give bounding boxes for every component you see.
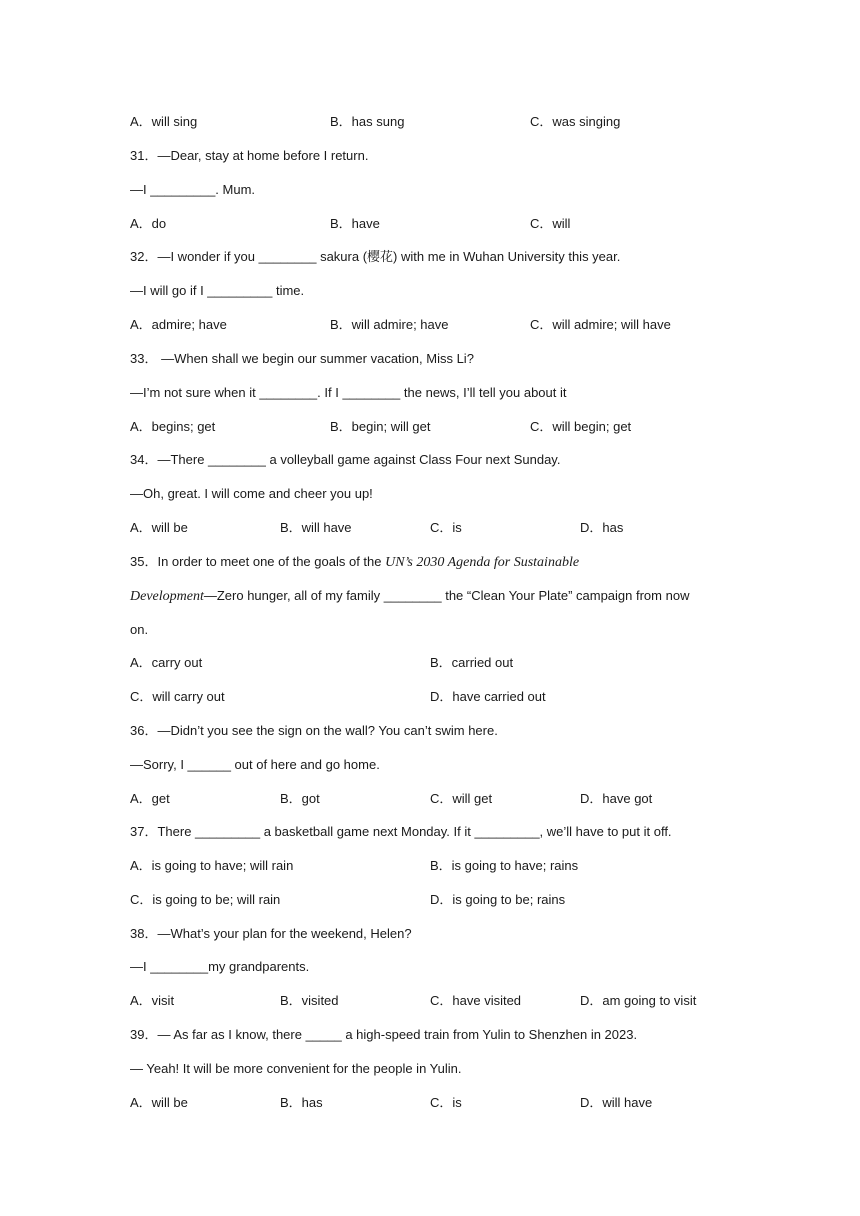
q32-reply: —I will go if I _________ time. xyxy=(130,283,305,298)
q38-stem: 38．—What’s your plan for the weekend, Helen? xyxy=(130,926,412,941)
q34-option-d: D．has xyxy=(580,520,624,535)
q33-option-b: B．begin; will get xyxy=(330,419,431,434)
q35-stem-line3: on. xyxy=(130,622,149,637)
q39-option-c: C．is xyxy=(430,1095,462,1110)
q35-stem-line1 xyxy=(130,553,579,572)
q32-option-b: B．will admire; have xyxy=(330,317,449,332)
q31-option-a: A．do xyxy=(130,216,167,231)
q34-stem: 34．—There ________ a volleyball game against Class Four next Sunday. xyxy=(130,452,561,467)
q30-option-c: C．was singing xyxy=(530,114,621,129)
q32-stem: 32．—I wonder if you ________ sakura (樱花) with me in Wuhan University this year. xyxy=(130,249,621,264)
q31-option-c: C．will xyxy=(530,216,571,231)
q37-option-c: C．is going to be; will rain xyxy=(130,892,281,907)
q32-option-a: A．admire; have xyxy=(130,317,227,332)
q35-stem-italic-title: UN’s 2030 Agenda for Sustainable xyxy=(385,555,580,570)
q37-option-b: B．is going to have; rains xyxy=(430,858,579,873)
q31-stem: 31．—Dear, stay at home before I return. xyxy=(130,148,369,163)
q39-reply: — Yeah! It will be more convenient for the people in Yulin. xyxy=(130,1061,462,1076)
q38-option-a: A．visit xyxy=(130,993,175,1008)
q34-option-c: C．is xyxy=(430,520,462,535)
q37-stem: 37．There _________ a basketball game next Monday. If it _________, we’ll have to put it off. xyxy=(130,824,672,839)
q35-stem-line2 xyxy=(130,587,689,606)
q33-reply: —I’m not sure when it ________. If I ________ the news, I’ll tell you about it xyxy=(130,385,567,400)
q34-reply: —Oh, great. I will come and cheer you up! xyxy=(130,486,373,501)
q33-option-a: A．begins; get xyxy=(130,419,216,434)
q36-option-b: B．got xyxy=(280,791,320,806)
q38-option-d: D．am going to visit xyxy=(580,993,697,1008)
q38-option-b: B．visited xyxy=(280,993,339,1008)
q31-reply: —I _________. Mum. xyxy=(130,182,256,197)
q39-option-d: D．will have xyxy=(580,1095,653,1110)
q35-option-a: A．carry out xyxy=(130,655,203,670)
q35-stem-start: 35．In order to meet one of the goals of the xyxy=(130,554,386,569)
q35-option-d: D．have carried out xyxy=(430,689,546,704)
q39-option-a: A．will be xyxy=(130,1095,188,1110)
q36-stem: 36．—Didn’t you see the sign on the wall? You can’t swim here. xyxy=(130,723,498,738)
q35-option-b: B．carried out xyxy=(430,655,514,670)
q36-option-a: A．get xyxy=(130,791,170,806)
q35-stem-italic-development: Development xyxy=(130,589,204,604)
q36-reply: —Sorry, I ______ out of here and go home. xyxy=(130,757,380,772)
q31-option-b: B．have xyxy=(330,216,380,231)
q38-reply: —I ________my grandparents. xyxy=(130,959,310,974)
q33-stem: 33． —When shall we begin our summer vacation, Miss Li? xyxy=(130,351,474,366)
q33-option-c: C．will begin; get xyxy=(530,419,632,434)
q37-option-d: D．is going to be; rains xyxy=(430,892,566,907)
q30-option-b: B．has sung xyxy=(330,114,405,129)
q38-option-c: C．have visited xyxy=(430,993,522,1008)
q39-option-b: B．has xyxy=(280,1095,323,1110)
q35-option-c: C．will carry out xyxy=(130,689,225,704)
q32-option-c: C．will admire; will have xyxy=(530,317,671,332)
q36-option-d: D．have got xyxy=(580,791,653,806)
q30-option-a: A．will sing xyxy=(130,114,198,129)
q34-option-a: A．will be xyxy=(130,520,188,535)
q35-stem-rest: —Zero hunger, all of my family ________ the “Clean Your Plate” campaign from now xyxy=(203,588,690,603)
q37-option-a: A．is going to have; will rain xyxy=(130,858,294,873)
q39-stem: 39．— As far as I know, there _____ a high-speed train from Yulin to Shenzhen in 2023. xyxy=(130,1027,638,1042)
q36-option-c: C．will get xyxy=(430,791,493,806)
q34-option-b: B．will have xyxy=(280,520,352,535)
